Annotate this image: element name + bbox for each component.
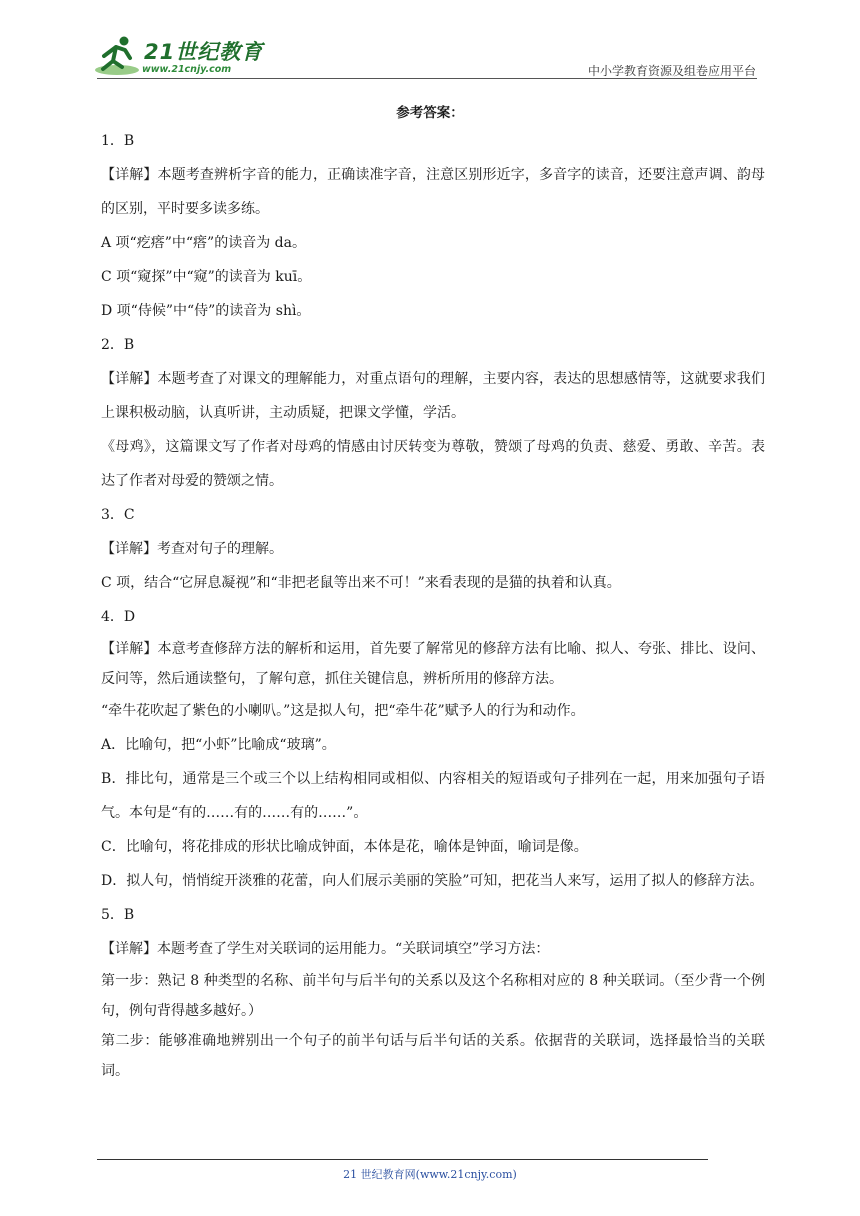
answer-number: 5．B — [101, 907, 135, 923]
answer-line: C．比喻句，将花排成的形状比喻成钟面，本体是花，喻体是钟面，喻词是像。 — [101, 839, 588, 855]
answer-line: 《母鸡》，这篇课文写了作者对母鸡的情感由讨厌转变为尊敬，赞颂了母鸡的负责、慈爱、勇敢、辛苦。表达了作者对母爱的赞颂之情。 — [101, 439, 765, 489]
runner-logo-icon — [94, 34, 140, 78]
answer-list — [101, 124, 765, 1086]
answer-detail: 【详解】本题考查了对课文的理解能力，对重点语句的理解，主要内容，表达的思想感情等，这就要求我们上课积极动脑，认真听讲，主动质疑，把课文学懂，学活。 — [101, 371, 765, 421]
footer-divider — [97, 1159, 708, 1160]
answer-line: 第一步：熟记 8 种类型的名称、前半句与后半句的关系以及这个名称相对应的 8 种关联词。（至少背一个例句，例句背得越多越好。） — [101, 973, 765, 1019]
answer-line: D．拟人句，悄悄绽开淡雅的花蕾，向人们展示美丽的笑脸”可知，把花当人来写，运用了拟人的修辞方法。 — [101, 873, 764, 889]
answer-line: D 项“侍候”中“侍”的读音为 shì。 — [101, 303, 311, 319]
answer-line: “牵牛花吹起了紫色的小喇叭。”这是拟人句，把“牵牛花”赋予人的行为和动作。 — [101, 703, 585, 719]
answer-number: 4．D — [101, 609, 136, 625]
answer-line: B．排比句，通常是三个或三个以上结构相同或相似、内容相关的短语或句子排列在一起，用来加强句子语气。本句是“有的……有的……有的……”。 — [101, 771, 765, 821]
answer-number: 1．B — [101, 133, 135, 149]
answer-line: C 项“窥探”中“窥”的读音为 kuī。 — [101, 269, 312, 285]
logo-url: www.21cnjy.com — [142, 64, 232, 75]
answer-line: 第二步：能够准确地辨别出一个句子的前半句话与后半句话的关系。依据背的关联词，选择最恰当的关联词。 — [101, 1033, 765, 1079]
answer-line: C 项，结合“它屏息凝视”和“非把老鼠等出来不可！”来看表现的是猫的执着和认真。 — [101, 575, 621, 591]
answer-line: A 项“疙瘩”中“瘩”的读音为 da。 — [101, 235, 306, 251]
logo-text: 21世纪教育 — [144, 40, 264, 64]
header-divider — [97, 78, 757, 79]
page-title: 参考答案： — [396, 105, 464, 121]
answer-line: A．比喻句，把“小虾”比喻成“玻璃”。 — [101, 737, 336, 753]
answer-detail: 【详解】本意考查修辞方法的解析和运用，首先要了解常见的修辞方法有比喻、拟人、夸张、排比、设问、反问等，然后通读整句，了解句意，抓住关键信息，辨析所用的修辞方法。 — [101, 641, 765, 687]
page-header — [0, 0, 860, 90]
platform-name: 中小学教育资源及组卷应用平台 — [587, 64, 756, 78]
answer-detail: 【详解】本题考查辨析字音的能力，正确读准字音，注意区别形近字，多音字的读音，还要注意声调、韵母的区别，平时要多读多练。 — [101, 167, 765, 217]
answer-detail: 【详解】本题考查了学生对关联词的运用能力。“关联词填空”学习方法： — [101, 941, 550, 957]
answer-number: 3．C — [101, 507, 135, 523]
answer-detail: 【详解】考查对句子的理解。 — [101, 541, 283, 557]
site-logo[interactable] — [94, 34, 264, 78]
page-footer[interactable]: 21 世纪教育网(www.21cnjy.com) — [343, 1168, 517, 1181]
answer-number: 2．B — [101, 337, 135, 353]
